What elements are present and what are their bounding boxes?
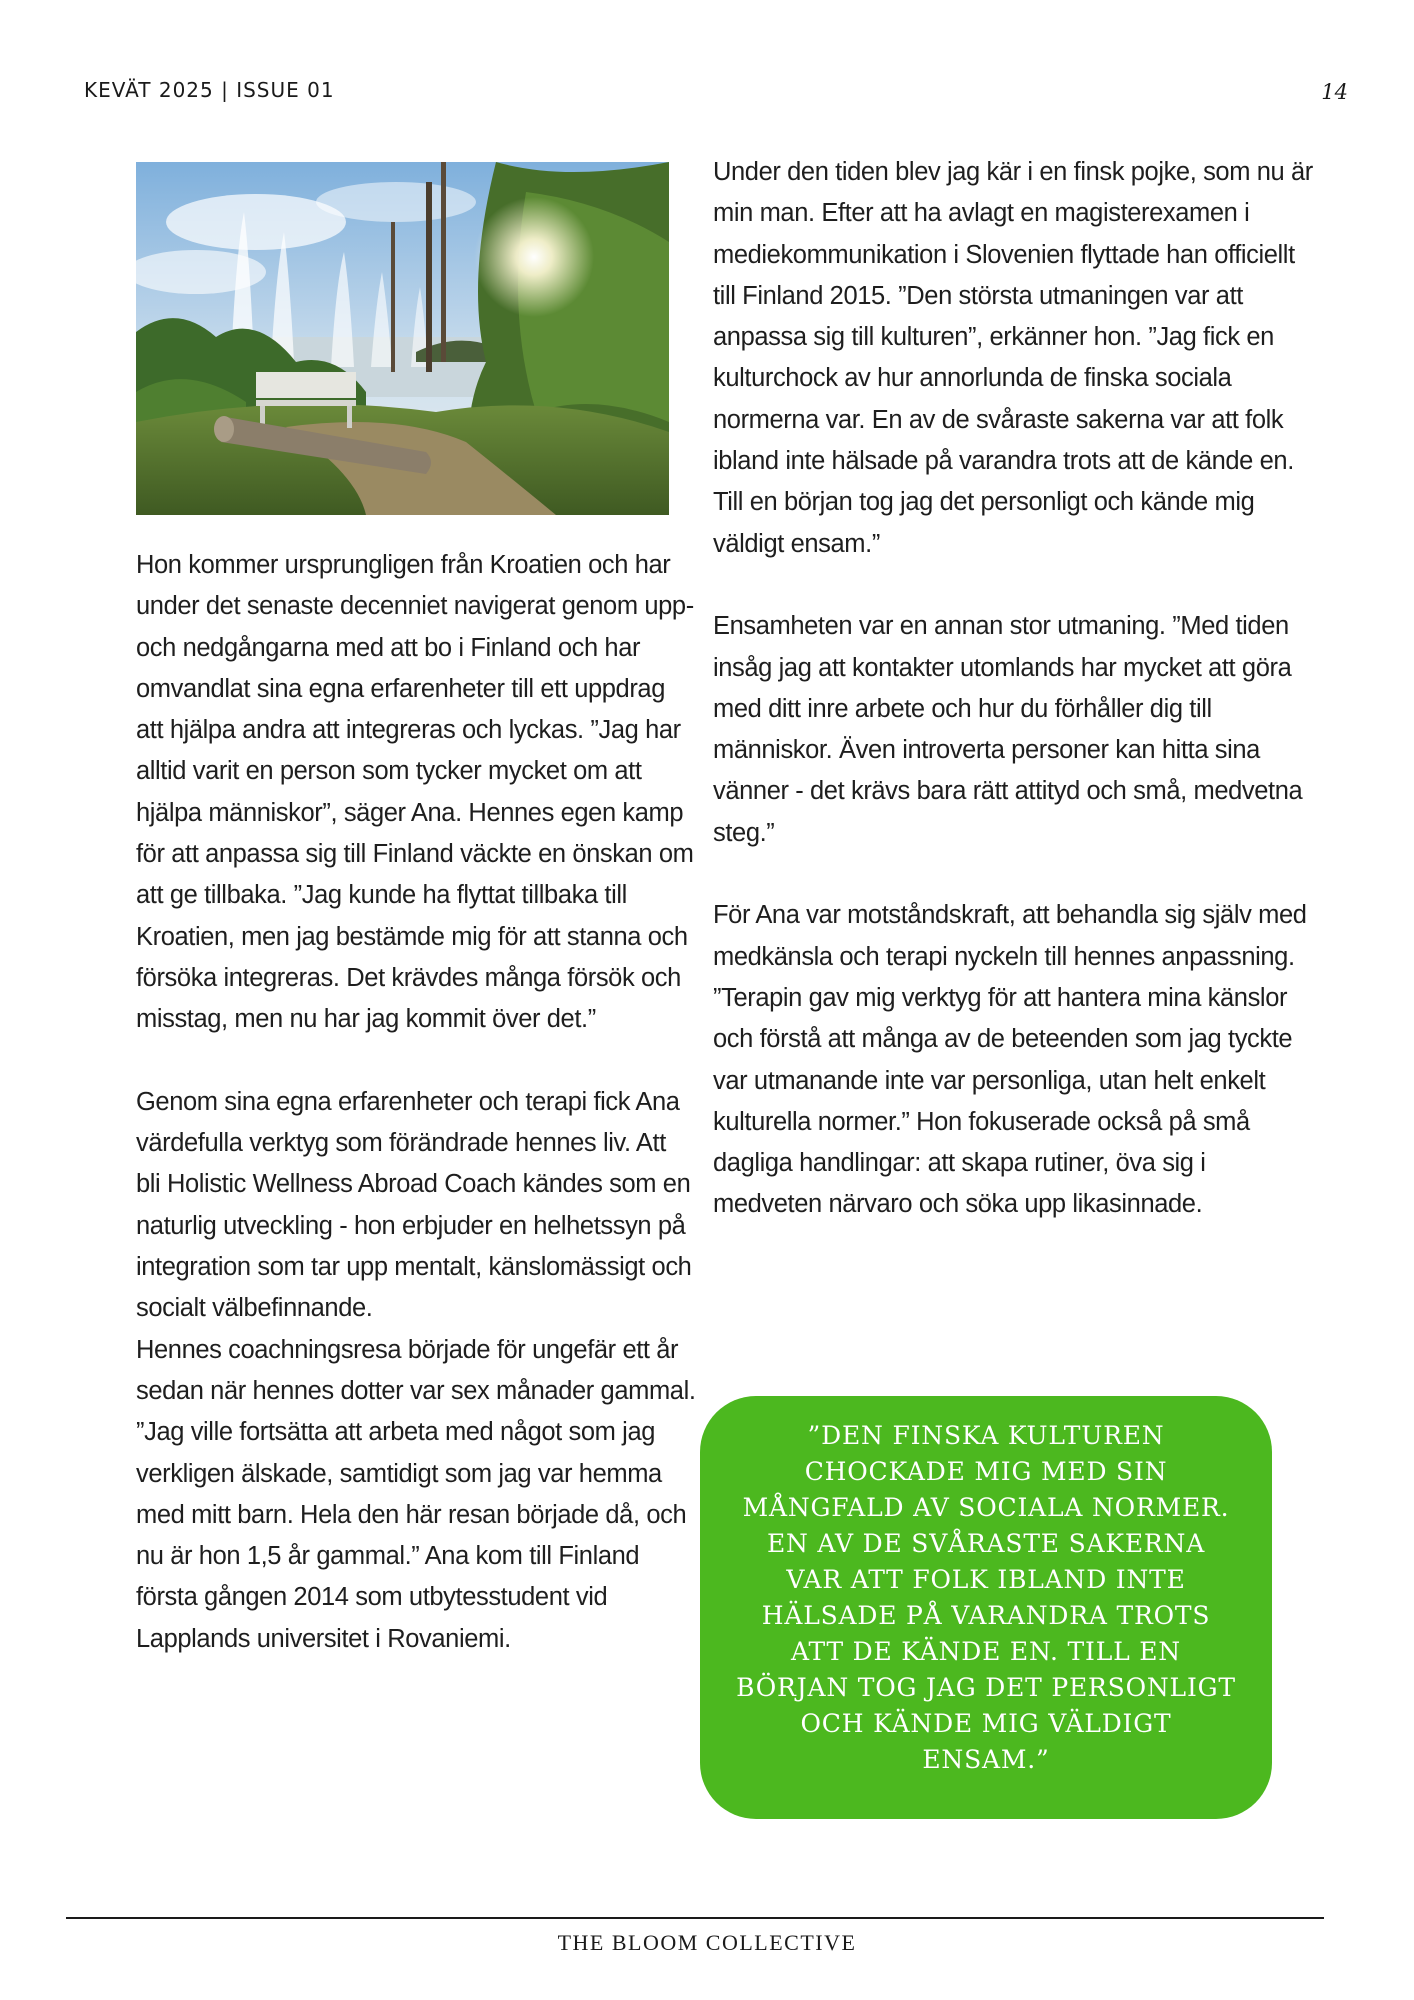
left-paragraph-3: Hennes coachningsresa började för ungefär ett år sedan när hennes dotter var sex månader gammal. ”Jag ville fortsätta att arbeta med något som jag verkligen älskade, samtidigt som jag var hemma med mitt barn. Hela den här resan började då, och nu är hon 1,5 år gammal.” Ana kom till Finland första gången 2014 som utbytesstudent vid Lapplands universitet i Rovaniemi. <box>136 1335 696 1653</box>
right-paragraph-3: För Ana var motståndskraft, att behandla sig själv med medkänsla och terapi nyckeln till hennes anpassning. ”Terapin gav mig verktyg för att hantera mina känslor och förstå att många av de beteenden som jag tyckte var utmanande inte var personliga, utan helt enkelt kulturella normer.” Hon fokuserade också på små dagliga handlingar: att skapa rutiner, öva sig i medveten närvaro och söka upp likasinnade. <box>713 901 1307 1219</box>
left-paragraph-1: Hon kommer ursprungligen från Kroatien och har under det senaste decenniet navigerat genom upp- och nedgångarna med att bo i Finland och har omvandlat sina egna erfarenheter till ett uppdrag att hjälpa andra att integreras och lyckas. ”Jag har alltid varit en person som tycker mycket om att hjälpa människor”, säger Ana. Hennes egen kamp för att anpassa sig till Finland väckte en önskan om att ge tillbaka. ”Jag kunde ha flyttat tillbaka till Kroatien, men jag bestämde mig för att stanna och försöka integreras. Det krävdes många försök och misstag, men nu har jag kommit över det.” <box>136 551 694 1034</box>
right-paragraph-1: Under den tiden blev jag kär i en finsk pojke, som nu är min man. Efter att ha avlagt en magisterexamen i mediekommunikation i Slovenien flyttade han officiellt till Finland 2015. ”Den största utmaningen var att anpassa sig till kulturen”, erkänner hon. ”Jag fick en kulturchock av hur annorlunda de finska sociala normerna var. En av de svåraste sakerna var att folk ibland inte hälsade på varandra trots att de kände en. Till en början tog jag det personligt och kände mig väldigt ensam.” <box>713 158 1313 558</box>
issue-label: KEVÄT 2025 | ISSUE 01 <box>84 78 335 102</box>
pull-quote-text: ”DEN FINSKA KULTUREN CHOCKADE MIG MED SIN MÅNGFALD AV SOCIALA NORMER. EN AV DE SVÅRASTE SAKERNA VAR ATT FOLK IBLAND INTE HÄLSADE PÅ VARANDRA TROTS ATT DE KÄNDE EN. TILL EN BÖRJAN TOG JAG DET PERSONLIGT OCH KÄNDE MIG VÄLDIGT ENSAM.” <box>736 1420 1236 1774</box>
right-paragraph-2: Ensamheten var en annan stor utmaning. ”Med tiden insåg jag att kontakter utomlands har mycket att göra med ditt inre arbete och hur du förhåller dig till människor. Även introverta personer kan hitta sina vänner - det krävs bara rätt attityd och små, medvetna steg.” <box>713 612 1303 847</box>
pull-quote-box <box>700 1396 1272 1819</box>
left-paragraph-2: Genom sina egna erfarenheter och terapi fick Ana värdefulla verktyg som förändrade hennes liv. Att bli Holistic Wellness Abroad Coach kändes som en naturlig utveckling - hon erbjuder en helhetssyn på integration som tar upp mentalt, känslomässigt och socialt välbefinnande. <box>136 1087 692 1323</box>
left-column <box>136 545 696 1701</box>
right-column <box>713 152 1313 1267</box>
page-number: 14 <box>1321 80 1348 104</box>
publication-name: THE BLOOM COLLECTIVE <box>557 1930 857 1955</box>
park-fountain-photo <box>136 162 669 515</box>
footer-divider <box>66 1917 1324 1919</box>
